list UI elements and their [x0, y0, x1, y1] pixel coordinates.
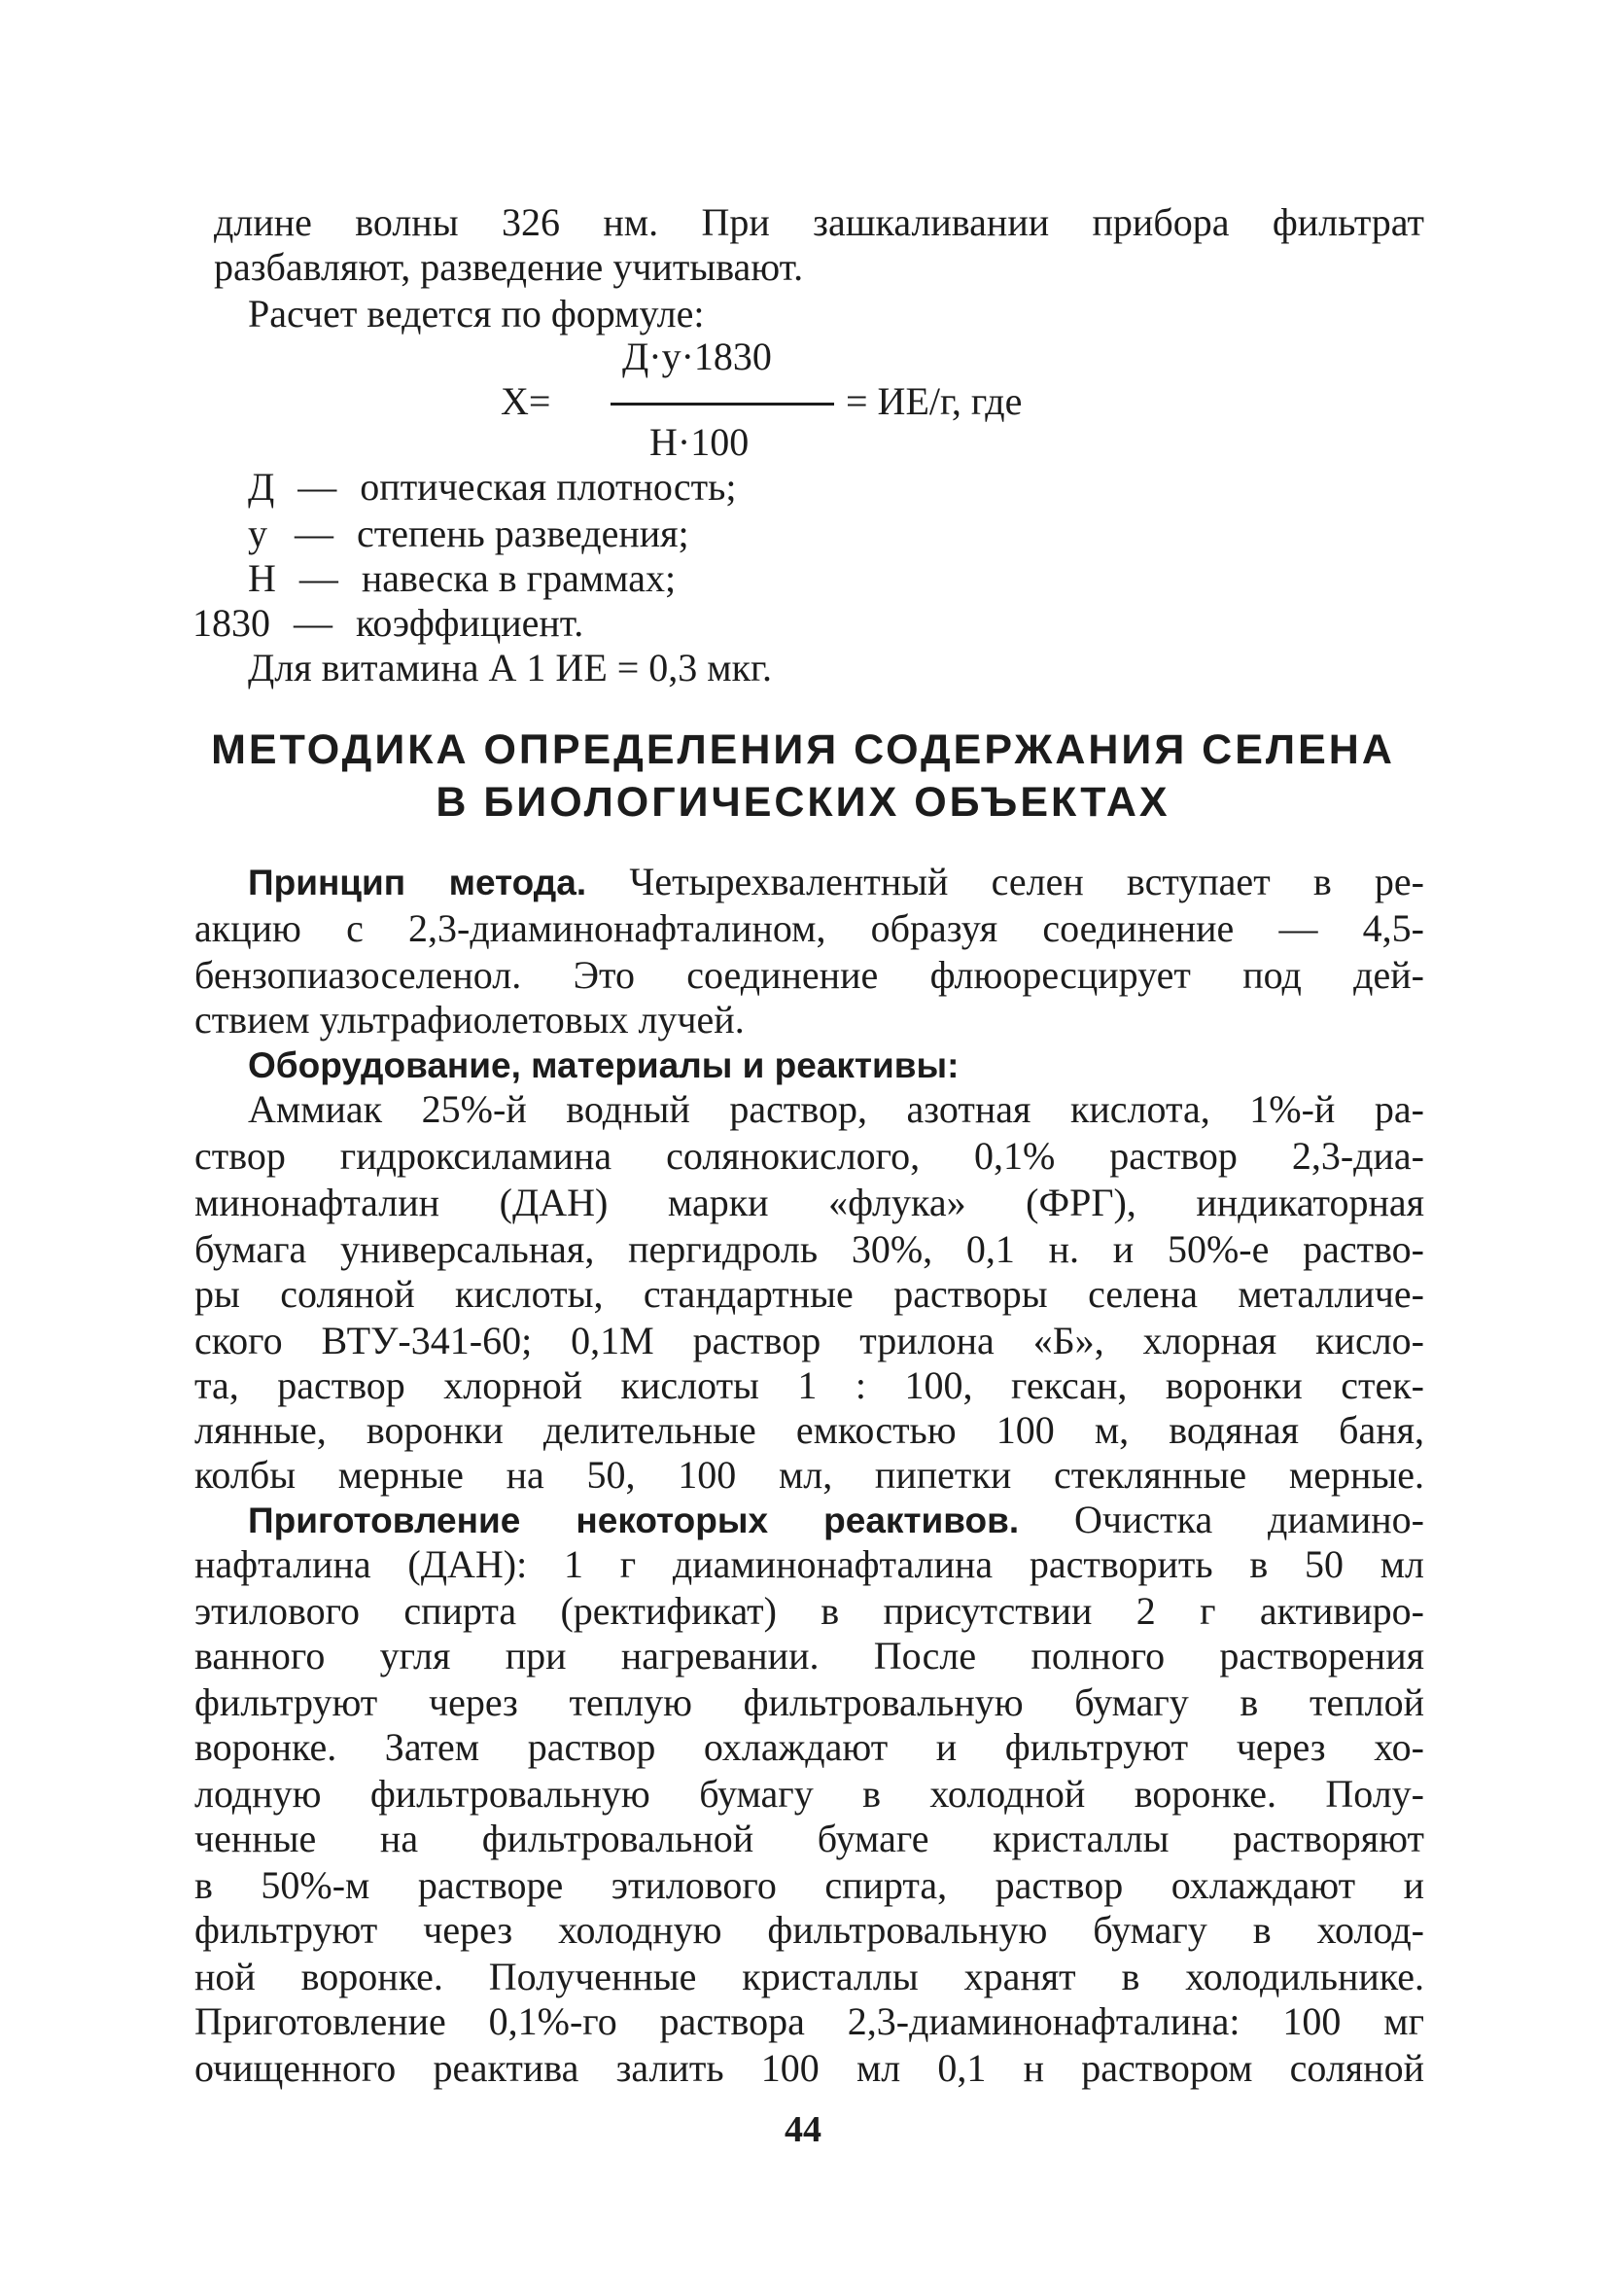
- principle-line-3: бензопиазоселенол. Это соединение флюоресцирует под дей-: [194, 953, 1424, 997]
- preparation-line: в 50%-м растворе этилового спирта, раствор охлаждают и: [194, 1863, 1424, 1907]
- legend-meaning: степень разведения;: [357, 512, 689, 555]
- section-heading-line-1: МЕТОДИКА ОПРЕДЕЛЕНИЯ СОДЕРЖАНИЯ СЕЛЕНА: [211, 726, 1395, 773]
- legend-item: [192, 601, 583, 646]
- preparation-text: Очистка диамино-: [1074, 1498, 1425, 1541]
- formula-denominator: Н·100: [649, 420, 750, 464]
- preparation-line: ченные на фильтровальной бумаге кристаллы растворяют: [194, 1817, 1424, 1860]
- preparation-line: очищенного реактива залить 100 мл 0,1 н раствором соляной: [194, 2046, 1424, 2090]
- equipment-line: бумага универсальная, пергидроль 30%, 0,1 н. и 50%-е раство-: [194, 1227, 1424, 1271]
- equipment-line: колбы мерные на 50, 100 мл, пипетки стеклянные мерные.: [194, 1453, 1424, 1497]
- principle-text: Четырехвалентный селен вступает в ре-: [629, 860, 1425, 903]
- equipment-line: та, раствор хлорной кислоты 1 : 100, гексан, воронки стек-: [194, 1363, 1424, 1407]
- page-number: 44: [785, 2109, 821, 2150]
- legend-symbol: Н: [248, 556, 276, 600]
- principle-line-1: [248, 860, 1424, 905]
- legend-item: [248, 512, 689, 556]
- preparation-line: Приготовление 0,1%-го раствора 2,3-диаминонафталина: 100 мг: [194, 1999, 1424, 2043]
- equipment-heading: [248, 1042, 959, 1088]
- equipment-line: створ гидроксиламина солянокислого, 0,1% раствор 2,3-диа-: [194, 1134, 1424, 1178]
- principle-label: Принцип метода.: [248, 863, 587, 902]
- section-heading-line-2: В БИОЛОГИЧЕСКИХ ОБЪЕКТАХ: [436, 779, 1170, 826]
- preparation-line: ной воронке. Полученные кристаллы хранят в холодильнике.: [194, 1955, 1424, 1998]
- legend-symbol: Д: [248, 465, 275, 509]
- legend-symbol: 1830: [192, 601, 270, 645]
- intro-line-1: длине волны 326 нм. При зашкаливании прибора фильтрат: [214, 200, 1424, 244]
- equipment-line: минонафталин (ДАН) марки «флука» (ФРГ), индикаторная: [194, 1181, 1424, 1224]
- legend-meaning: навеска в граммах;: [361, 556, 677, 600]
- equipment-line: ского ВТУ-341-60; 0,1М раствор трилона «Б», хлорная кисло-: [194, 1319, 1424, 1362]
- formula-numerator: Д·у·1830: [622, 335, 772, 378]
- legend-item: [248, 556, 676, 601]
- preparation-line: лодную фильтровальную бумагу в холодной воронке. Полу-: [194, 1772, 1424, 1816]
- legend-meaning: оптическая плотность;: [360, 465, 737, 509]
- legend-dash: —: [294, 601, 332, 645]
- preparation-line: фильтруют через теплую фильтровальную бумагу в теплой: [194, 1680, 1424, 1724]
- preparation-line: ванного угля при нагревании. После полного растворения: [194, 1634, 1424, 1678]
- principle-line-2: акцию с 2,3-диаминонафталином, образуя соединение — 4,5-: [194, 906, 1424, 950]
- preparation-label: Приготовление некоторых реактивов.: [248, 1501, 1020, 1540]
- preparation-line-1: [248, 1498, 1424, 1543]
- preparation-line: этилового спирта (ректификат) в присутствии 2 г активиро-: [194, 1589, 1424, 1633]
- formula-rhs: = ИЕ/г, где: [846, 379, 1023, 423]
- formula-lhs: Х=: [501, 379, 551, 423]
- equipment-line: Аммиак 25%-й водный раствор, азотная кислота, 1%-й ра-: [248, 1087, 1424, 1131]
- equipment-label: Оборудование, материалы и реактивы:: [248, 1045, 960, 1085]
- legend-dash: —: [297, 465, 337, 509]
- equipment-line: лянные, воронки делительные емкостью 100 м, водяная баня,: [194, 1408, 1424, 1452]
- preparation-line: фильтруют через холодную фильтровальную бумагу в холод-: [194, 1908, 1424, 1952]
- equipment-line: ры соляной кислоты, стандартные растворы селена металличе-: [194, 1272, 1424, 1316]
- vitamin-note: Для витамина А 1 ИЕ = 0,3 мкг.: [248, 646, 772, 689]
- legend-dash: —: [295, 512, 333, 555]
- formula-fraction-bar: [611, 403, 834, 406]
- principle-line-4: ствием ультрафиолетовых лучей.: [194, 998, 745, 1042]
- legend-symbol: у: [248, 512, 267, 555]
- preparation-line: нафталина (ДАН): 1 г диаминонафталина растворить в 50 мл: [194, 1542, 1424, 1586]
- intro-line-3: Расчет ведется по формуле:: [248, 292, 705, 336]
- preparation-line: воронке. Затем раствор охлаждают и фильтруют через хо-: [194, 1725, 1424, 1769]
- intro-line-2: разбавляют, разведение учитывают.: [214, 245, 804, 289]
- legend-meaning: коэффициент.: [356, 601, 584, 645]
- legend-item: [248, 465, 737, 510]
- legend-dash: —: [298, 556, 338, 600]
